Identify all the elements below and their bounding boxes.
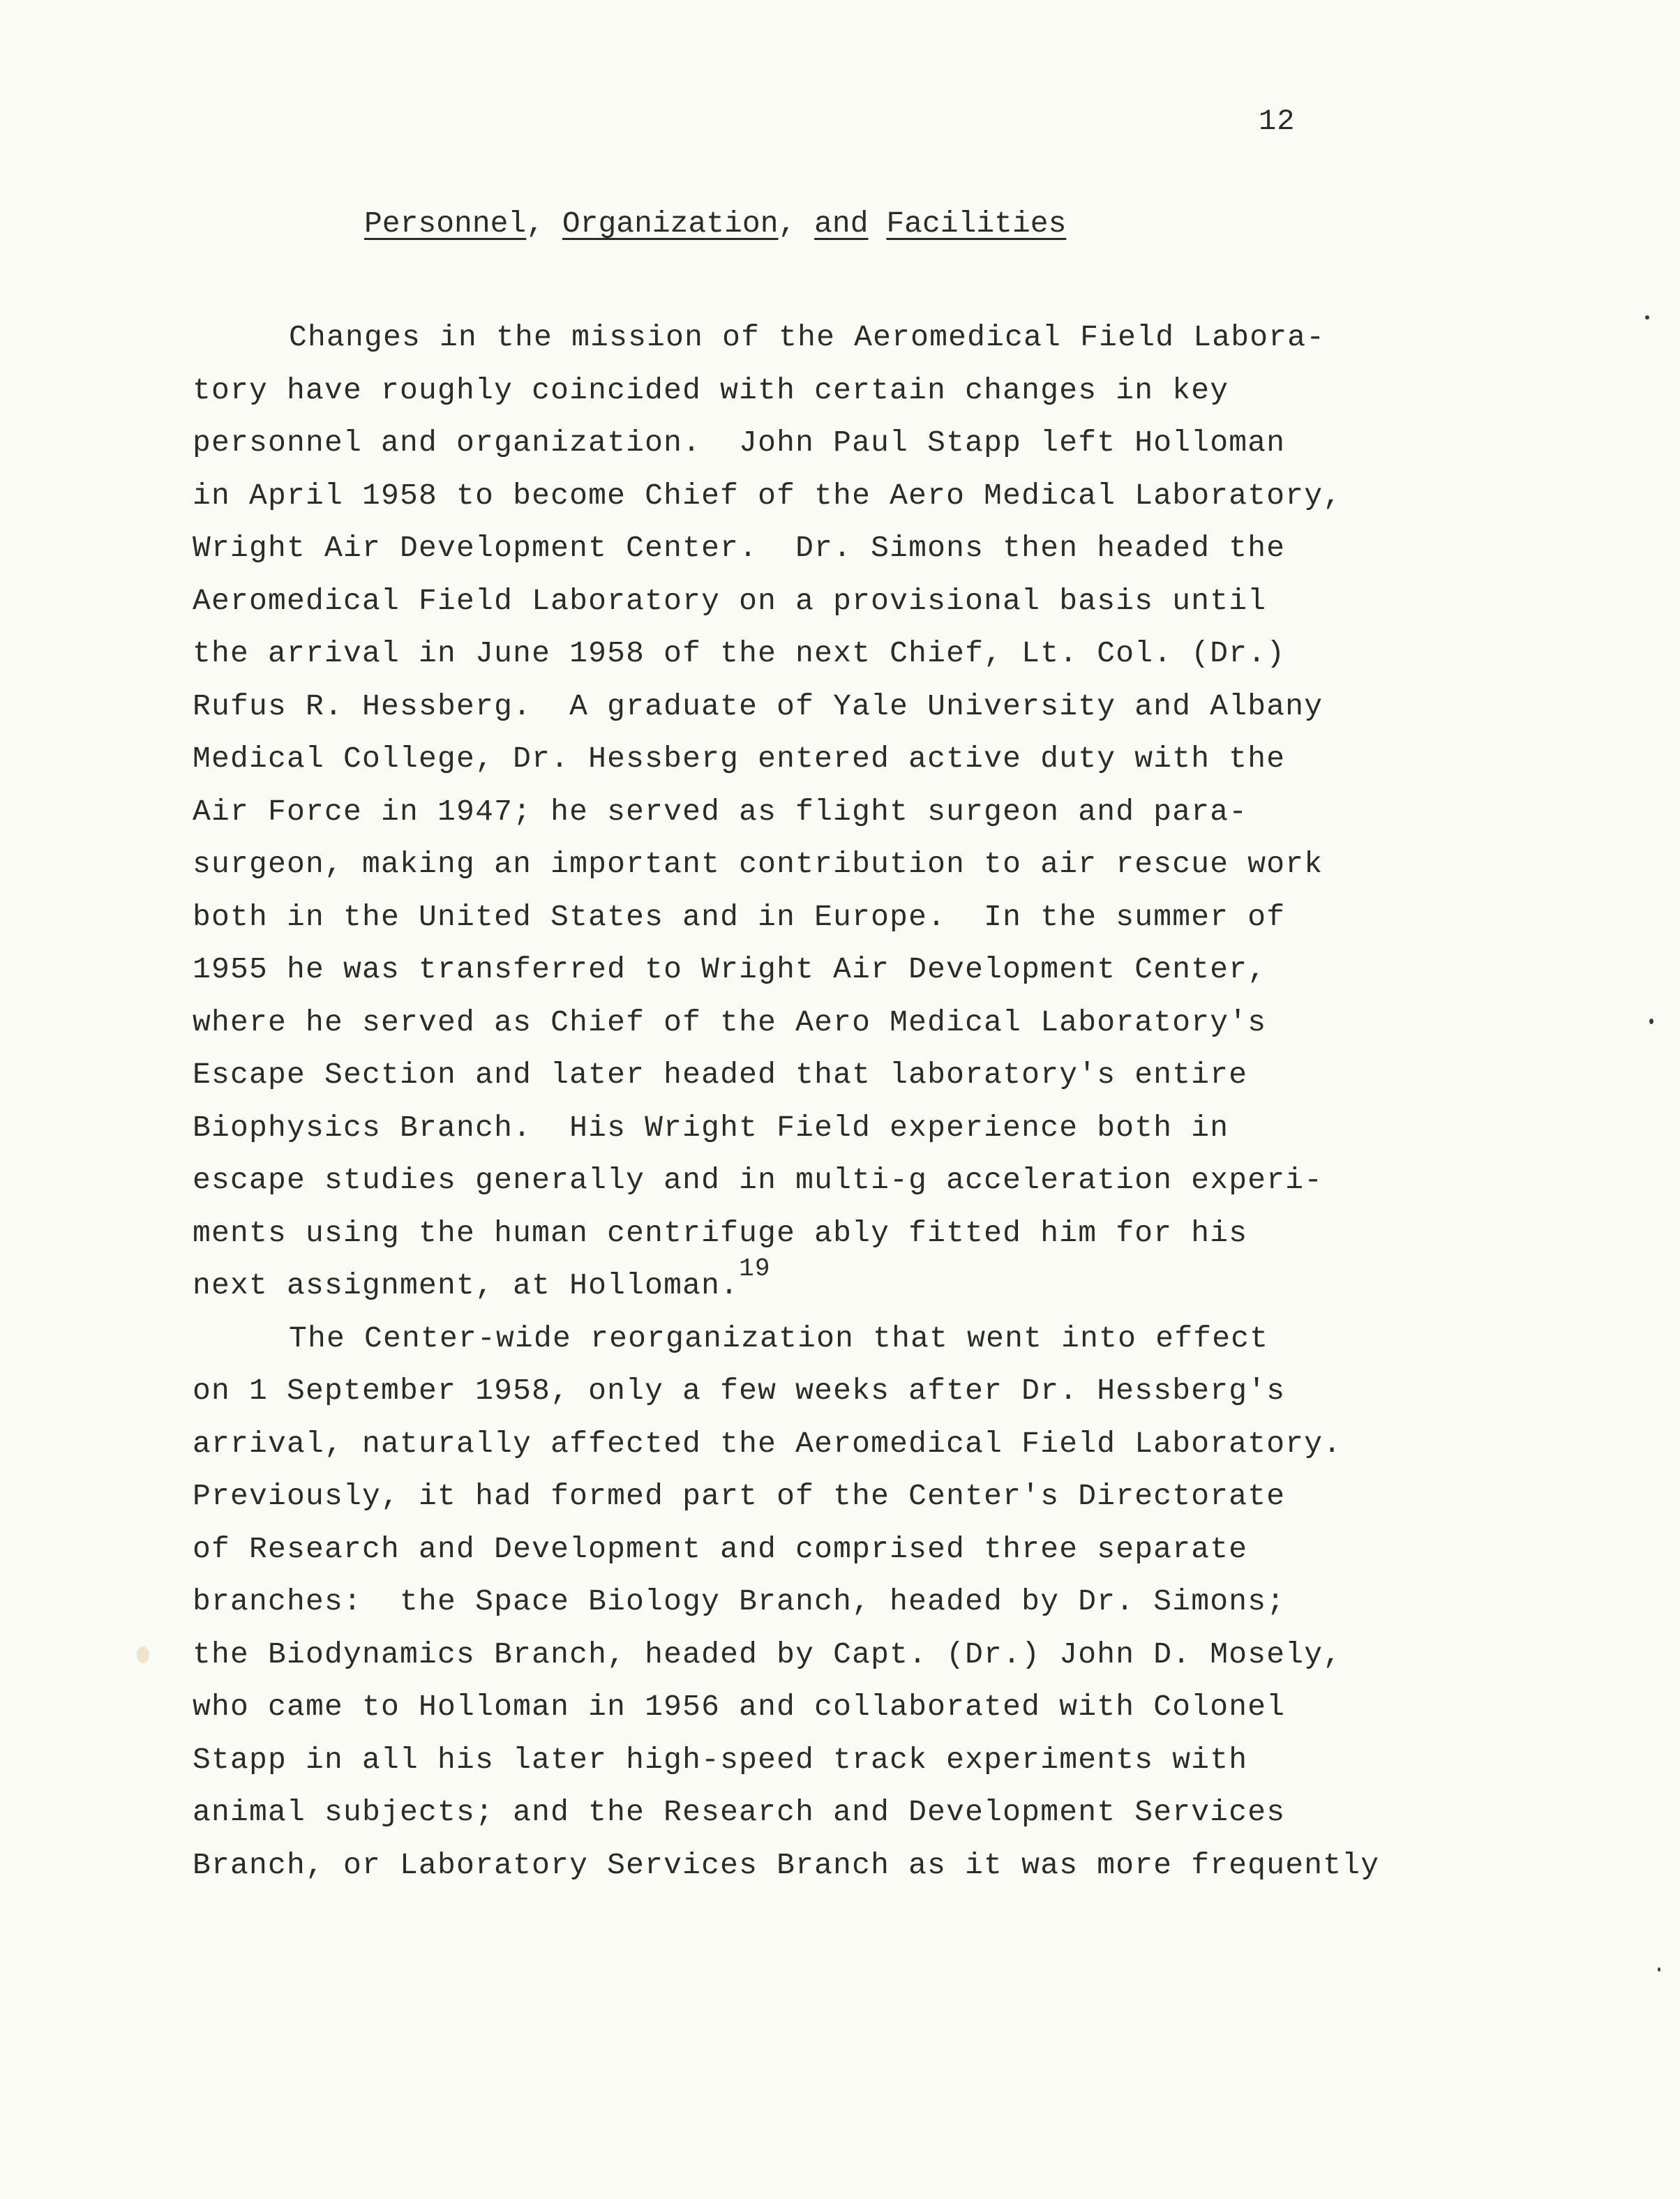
- text-line: tory have roughly coincided with certain changes in key: [193, 373, 1229, 407]
- text-line: 1955 he was transferred to Wright Air Development Center,: [193, 952, 1267, 986]
- text-line: animal subjects; and the Research and Development Services: [193, 1795, 1286, 1829]
- heading-separator: [869, 207, 887, 241]
- heading-separator: ,: [778, 207, 815, 241]
- text-line: escape studies generally and in multi-g acceleration experi-: [193, 1163, 1323, 1197]
- text-line: of Research and Development and comprised three separate: [193, 1531, 1248, 1566]
- footnote-marker: 19: [739, 1254, 771, 1283]
- text-line: Stapp in all his later high-speed track experiments with: [193, 1742, 1248, 1777]
- text-line: surgeon, making an important contribution to air rescue work: [193, 847, 1323, 881]
- text-line: in April 1958 to become Chief of the Aero Medical Laboratory,: [193, 478, 1342, 513]
- heading-word-organization: Organization: [562, 207, 779, 241]
- text-line: Changes in the mission of the Aeromedical Field Labora-: [289, 320, 1326, 354]
- text-line: Escape Section and later headed that laboratory's entire: [193, 1058, 1248, 1092]
- text-line: Wright Air Development Center. Dr. Simons then headed the: [193, 531, 1286, 565]
- paper-speck: [1658, 1967, 1660, 1972]
- text-line-last: [193, 1254, 1400, 1312]
- paragraph-2: [193, 1312, 1400, 1892]
- text-line: Previously, it had formed part of the Center's Directorate: [193, 1479, 1286, 1513]
- heading-word-personnel: Personnel: [364, 207, 527, 241]
- section-heading: [364, 207, 1066, 241]
- paper-speck: [1649, 1019, 1653, 1024]
- text-line-content: next assignment, at Holloman.: [193, 1268, 740, 1303]
- text-line: the arrival in June 1958 of the next Chief, Lt. Col. (Dr.): [193, 636, 1286, 670]
- text-line: Air Force in 1947; he served as flight surgeon and para-: [193, 794, 1248, 829]
- heading-separator: ,: [526, 207, 562, 241]
- text-line: where he served as Chief of the Aero Medical Laboratory's: [193, 1005, 1267, 1040]
- text-line: Aeromedical Field Laboratory on a provisional basis until: [193, 583, 1267, 618]
- text-line: Biophysics Branch. His Wright Field experience both in: [193, 1110, 1229, 1145]
- heading-word-and: and: [814, 207, 869, 241]
- paper-stain: [137, 1646, 149, 1663]
- heading-word-facilities: Facilities: [886, 207, 1067, 241]
- text-line: branches: the Space Biology Branch, headed by Dr. Simons;: [193, 1584, 1286, 1619]
- text-line: on 1 September 1958, only a few weeks after Dr. Hessberg's: [193, 1374, 1286, 1408]
- body-text: [193, 311, 1400, 1891]
- text-line: arrival, naturally affected the Aeromedical Field Laboratory.: [193, 1426, 1342, 1461]
- paragraph-1: [193, 311, 1400, 1312]
- text-line: Branch, or Laboratory Services Branch as it was more frequently: [193, 1847, 1380, 1882]
- page-number: 12: [1259, 105, 1296, 138]
- text-line: both in the United States and in Europe. In the summer of: [193, 899, 1286, 934]
- text-line: the Biodynamics Branch, headed by Capt. (Dr.) John D. Mosely,: [193, 1637, 1342, 1672]
- text-line: who came to Holloman in 1956 and collaborated with Colonel: [193, 1690, 1286, 1724]
- text-line: ments using the human centrifuge ably fitted him for his: [193, 1215, 1248, 1250]
- text-line: The Center-wide reorganization that went into effect: [289, 1321, 1269, 1356]
- text-line: personnel and organization. John Paul Stapp left Holloman: [193, 426, 1286, 460]
- text-line: Rufus R. Hessberg. A graduate of Yale University and Albany: [193, 689, 1323, 723]
- text-line: Medical College, Dr. Hessberg entered active duty with the: [193, 742, 1286, 776]
- paper-speck: [1645, 315, 1649, 320]
